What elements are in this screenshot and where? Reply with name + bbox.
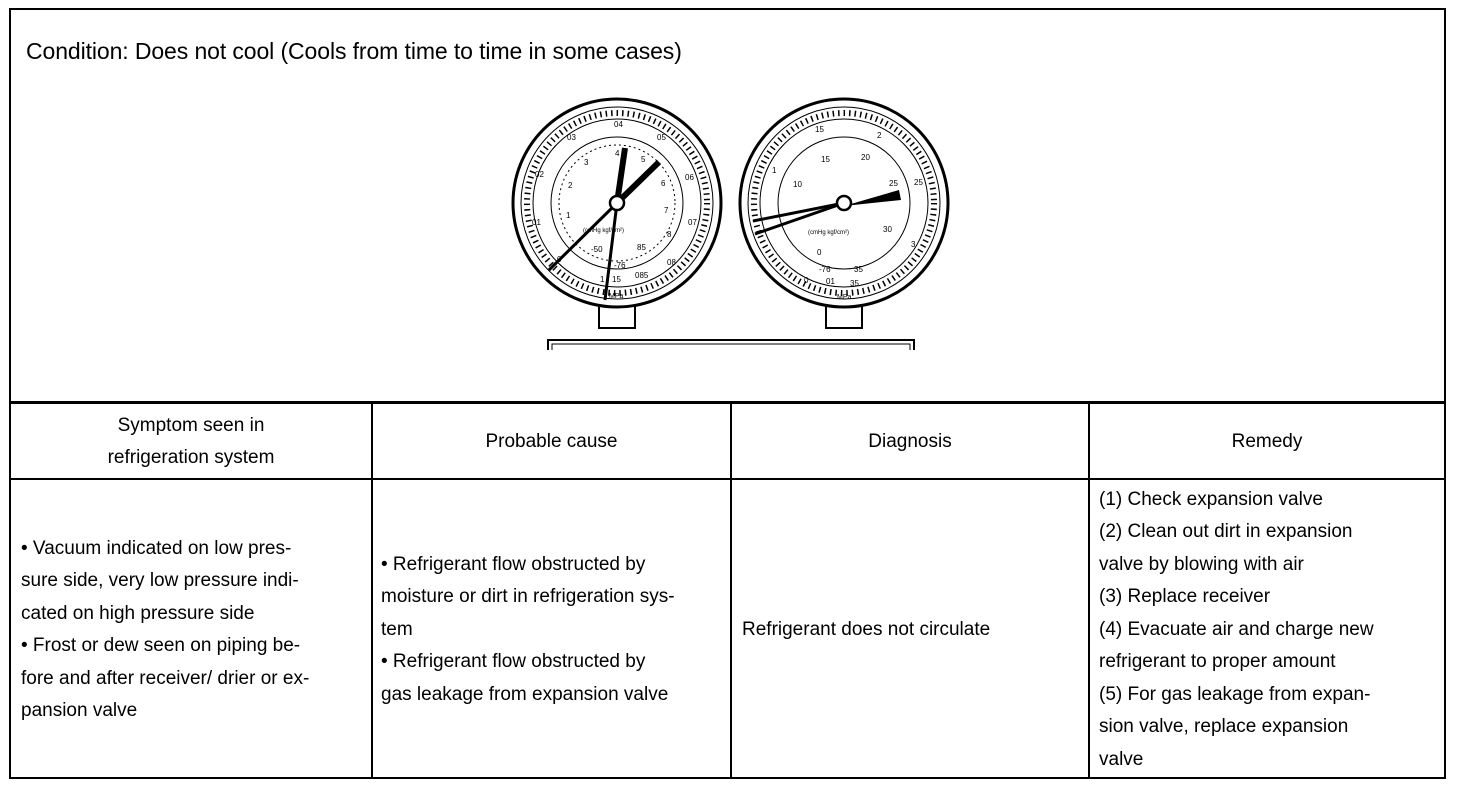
header-remedy [1090,405,1444,478]
remedy-line: (3) Replace receiver [1099,586,1271,608]
low-gauge-outer-tick: 01 [532,218,541,227]
high-gauge-outer-tick: 01 [826,277,835,286]
low-gauge-inner-tick: 4 [615,149,620,158]
low-gauge-unit: (cmHg kgf/cm²) [583,228,624,234]
header-line: Remedy [1231,430,1303,452]
manifold-gauge-illustration [11,10,1444,402]
high-gauge-outer-tick: 1 [772,166,777,175]
high-gauge-outer-tick: 35 [850,279,859,288]
header-line: Symptom seen in [117,414,265,436]
low-gauge-inner-tick: 1 [566,211,571,220]
low-gauge-inner-tick: -76 [614,261,626,270]
low-gauge-inner-tick: 85 [637,243,646,252]
remedy-line: (1) Check expansion valve [1099,488,1323,510]
low-gauge-inner-tick: 7 [664,206,669,215]
cause-line: • Refrigerant flow obstructed by [381,553,646,575]
header-probable-cause [373,405,730,478]
cause-line: • Refrigerant flow obstructed by [381,651,646,673]
divider [11,478,1444,480]
cause-line: tem [381,618,413,640]
high-gauge-inner-tick: 20 [861,153,870,162]
remedy-line: refrigerant to proper amount [1099,651,1336,673]
manifold-base-icon [548,302,914,350]
remedy-line: (4) Evacuate air and charge new [1099,618,1374,640]
symptom-line: pansion valve [21,700,138,721]
symptom-line: • Frost or dew seen on piping be- [21,635,301,656]
cause-cell [381,482,726,778]
header-diagnosis [732,405,1088,478]
remedy-cell [1099,482,1439,778]
symptom-line: fore and after receiver/ drier or ex- [21,667,310,689]
high-gauge-inner-tick: 25 [889,179,898,188]
low-gauge-outer-tick: 02 [535,170,544,179]
low-gauge-outer-tick: 085 [635,271,649,280]
remedy-line: (5) For gas leakage from expan- [1099,683,1371,705]
high-gauge-unit: (cmHg kgf/cm²) [808,230,849,236]
low-gauge-inner-tick: 5 [641,155,646,164]
high-gauge-outer-tick: 2 [877,131,882,140]
low-gauge-outer-tick: 1 [600,275,605,284]
high-gauge-inner-tick: 15 [821,155,830,164]
troubleshooting-table [9,8,1446,779]
header-line: Diagnosis [868,430,952,452]
low-gauge-unit-mpa: MPa [609,293,624,300]
high-gauge-inner-tick: 35 [854,265,863,274]
low-pressure-gauge [513,99,721,307]
high-gauge-unit-mpa: MPa [837,294,852,301]
header-symptom [11,405,371,478]
symptom-cell [21,482,366,778]
high-pressure-gauge [740,99,948,307]
high-gauge-outer-tick: 3 [911,240,916,249]
low-gauge-outer-tick: 04 [614,120,623,129]
low-gauge-inner-tick: -50 [591,245,603,254]
low-gauge-inner-tick: 3 [584,158,589,167]
high-gauge-inner-tick: 0 [817,248,822,257]
low-gauge-outer-tick: 15 [612,275,621,284]
remedy-line: valve by blowing with air [1099,553,1304,575]
low-gauge-hub [610,196,624,210]
header-line: Probable cause [485,430,618,452]
diagnosis-cell [742,482,1082,778]
high-gauge-inner-tick: 10 [793,180,802,189]
high-gauge-outer-tick: 15 [815,125,824,134]
diagnosis-text: Refrigerant does not circulate [742,618,991,640]
high-gauge-outer-tick: 25 [914,178,923,187]
remedy-line: sion valve, replace expansion [1099,716,1349,738]
high-gauge-inner-tick: -76 [819,265,831,274]
low-gauge-inner-tick: 6 [661,179,666,188]
low-gauge-outer-tick: 07 [688,218,697,227]
condition-title: Condition: Does not cool (Cools from time to time in some cases) [26,38,682,64]
remedy-line: valve [1099,748,1144,770]
low-gauge-inner-tick: 2 [568,181,573,190]
symptom-line: cated on high pressure side [21,602,255,624]
cause-line: moisture or dirt in refrigeration sys- [381,586,675,608]
low-gauge-outer-tick: 05 [657,133,666,142]
low-gauge-outer-tick: 06 [685,173,694,182]
symptom-line: sure side, very low pressure indi- [21,570,299,591]
symptom-line: • Vacuum indicated on low pres- [21,537,292,559]
high-gauge-inner-tick: 30 [883,225,892,234]
remedy-line: (2) Clean out dirt in expansion [1099,521,1353,543]
low-gauge-outer-tick: 08 [667,258,676,267]
low-gauge-outer-tick: 03 [567,133,576,142]
low-gauge-inner-tick: 8 [667,230,672,239]
high-gauge-hub [837,196,851,210]
high-gauge-outer-tick: 0 [804,276,809,285]
header-line: refrigeration system [107,446,275,468]
cause-line: gas leakage from expansion valve [381,683,669,705]
divider [11,401,1444,404]
